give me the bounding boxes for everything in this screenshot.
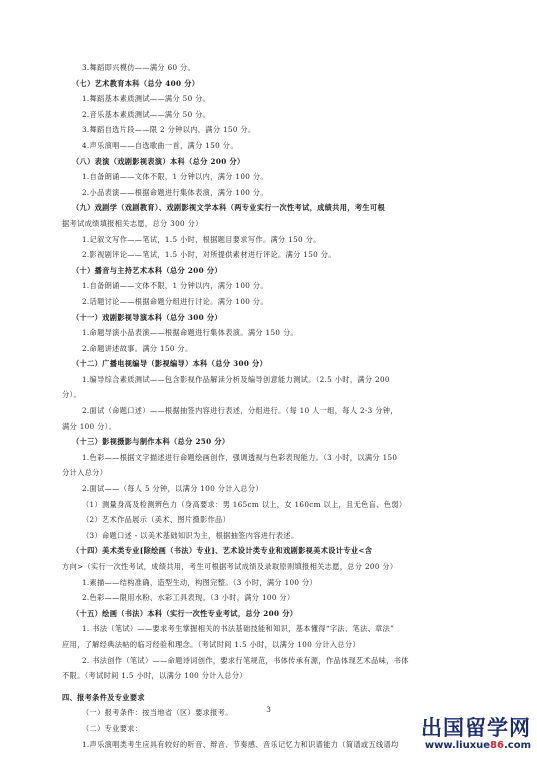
text-line: 分）。 [62, 390, 82, 400]
section-heading: （八）表演（戏剧影视表演）本科（总分 200 分） [72, 156, 245, 166]
section-heading: （十五）绘画（书法）本科（实行一次性专业考试，总分 200 分） [72, 608, 298, 618]
text-line: （3）命题口述 - 以美术基础知识为主，根据抽签内容进行表述。 [82, 530, 299, 540]
text-line: 1.自备朗诵——文体不限，1 分钟以内，满分 100 分。 [82, 281, 268, 291]
text-line: 1.声乐演唱类考生应具有较好的听音、辩音、节奏感、音乐记忆力和识谱能力（简谱或五线谱均 [82, 739, 399, 749]
text-line: 4.声乐演唱——自选歌曲一首，满分 150 分。 [82, 140, 238, 150]
text-line: 2.小品表演——根据命题进行集体表演，满分 100 分。 [82, 187, 268, 197]
text-line: 2.面试（命题口述）——根据抽签内容进行表述，分组进行。（每 10 人一组，每人 2-3 分钟， [82, 406, 398, 416]
text-line: 1.命题导演小品表演——根据命题进行集体表演。满分 150 分。 [82, 328, 299, 338]
text-line: 1.记叙文写作——笔试，1.5 小时，根据题目要求写作。满分 150 分。 [82, 234, 321, 244]
section-heading: （十一）戏剧影视导演本科（总分 300 分） [72, 312, 222, 322]
text-line: 1.色彩——根据文字描述进行命题绘画创作，强调透视与色彩表现能力。（3 小时，以满分 150 [82, 452, 398, 462]
section-heading: 四、报考条件及专业要求 [62, 692, 145, 702]
document-body [62, 60, 482, 752]
text-line: 不限。（考试时间 1.5 小时，以满分 100 分计入总分） [62, 671, 247, 681]
watermark-title: 出国留学网 [421, 716, 531, 740]
page-number: 3 [266, 705, 271, 714]
text-line: 满分 100 分）。 [62, 421, 117, 431]
watermark-logo [361, 716, 531, 756]
text-line: （一）报考条件：按当地省（区）要求报考。 [82, 708, 233, 718]
text-line: 2.话题讨论——根据命题分组进行讨论。满分 100 分。 [82, 296, 268, 306]
text-line: 1. 书法（笔试）——要求考生掌握相关的书法基础技能和知识，基本懂得“字法、笔法、章法” [82, 624, 395, 634]
watermark-url-suffix: .com [503, 740, 531, 751]
text-line: 方向>（实行一次性考试，成绩共用，考生可根据考试成绩及录取原则填报相关志愿，总分 200 分） [62, 562, 398, 571]
text-line: 2. 书法创作（笔试）——命题诗词创作，要求行笔规范，书体传承有源，作品体现艺术品味，书体 [82, 655, 409, 665]
text-line: （1）测量身高及检测辨色力（身高要求：男 165cm 以上，女 160cm 以上，且无色盲、色弱） [82, 499, 407, 509]
text-line: 2.色彩——限用水粉、水彩工具表现。（3 小时，满分 100 分） [82, 593, 295, 603]
section-heading: （七）艺术教育本科（总分 400 分） [72, 78, 200, 88]
section-heading: （十四）美术类专业[除绘画（书法）专业]、艺术设计类专业和戏剧影视美术设计专业<含 [72, 546, 373, 556]
text-line: 1.素描——结构准确，造型生动，构图完整。（3 小时，满分 100 分） [82, 577, 318, 587]
text-line: 3.舞蹈即兴模仿——满分 60 分。 [82, 63, 196, 72]
text-line: （2）艺术作品展示（美术、图片摄影作品） [82, 515, 231, 525]
text-line: 1.自备朗诵——文体不限，1 分钟以内，满分 100 分。 [82, 172, 268, 182]
text-line: 2.面试——（每人 5 分钟，以满分 100 分计入总分） [82, 484, 264, 494]
section-heading: （十二）广播电视编导（影视编导）本科（总分 300 分） [72, 359, 268, 369]
text-line: 应用，了解经典法帖的临习经验和理念。（考试时间 1.5 小时，以满分 100 分计入总分） [62, 639, 361, 649]
text-line: 1.编导综合素质测试——包含影视作品解读分析及编导创意能力测试。（2.5 小时，满分 200 [82, 374, 390, 384]
text-line: 2.影视剧评论——笔试，1.5 小时，对所提供素材进行评论。满分 150 分。 [82, 250, 336, 260]
section-heading: （九）戏剧学（戏剧教育）、戏剧影视文学本科（两专业实行一次性考试，成绩共用，考生可根 [72, 203, 385, 213]
watermark-url-number: 86 [490, 740, 504, 751]
watermark-url [361, 740, 531, 752]
text-line: （二）专业要求： [82, 723, 143, 733]
text-line: 2.音乐基本素质测试——满分 50 分。 [82, 109, 211, 119]
text-line: 1.舞蹈基本素质测试——满分 50 分。 [82, 94, 211, 104]
section-heading: （十三）影视摄影与制作本科（总分 250 分） [72, 437, 230, 447]
watermark-url-prefix: www.liuxue [424, 740, 491, 751]
text-line: 据考试成绩填报相关志愿，总分 300 分） [62, 218, 203, 228]
text-line: 2.命题讲述故事。满分 150 分。 [82, 343, 193, 353]
section-heading: （十）播音与主持艺术本科（总分 200 分） [72, 265, 222, 275]
text-line: 分计入总分） [62, 468, 108, 478]
text-line: 3.舞蹈自选片段——限 2 分钟以内，满分 150 分。 [82, 125, 256, 135]
